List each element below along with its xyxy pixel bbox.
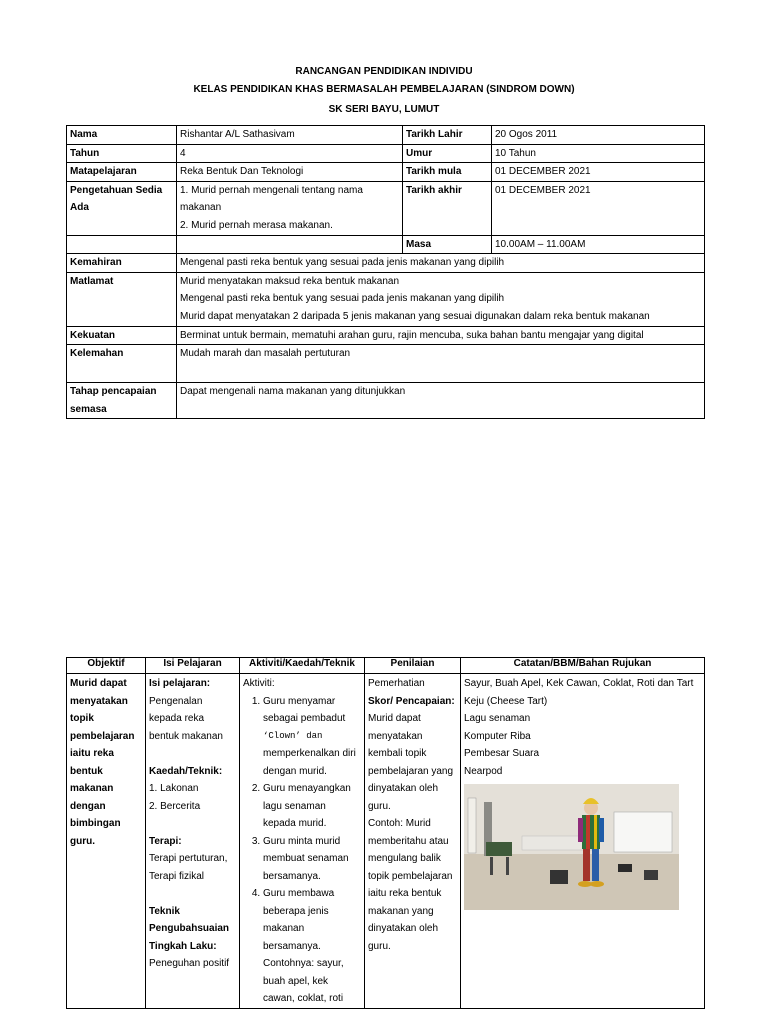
masa-label: Masa: [403, 235, 492, 254]
tarikh-mula-label: Tarikh mula: [403, 163, 492, 182]
tahun-label: Tahun: [67, 144, 177, 163]
tarikh-akhir-value: 01 DECEMBER 2021: [492, 181, 705, 235]
header-catatan: Catatan/BBM/Bahan Rujukan: [461, 658, 705, 674]
clown-text: ‘Clown’ dan: [263, 730, 323, 741]
kekuatan-value: Berminat untuk bermain, mematuhi arahan guru, rajin mencuba, suka bahan bantu mengajar yang digital: [177, 326, 705, 345]
catatan-item: Pembesar Suara: [464, 748, 540, 759]
tarikh-lahir-value: 20 Ogos 2011: [492, 126, 705, 145]
matlamat-label: Matlamat: [67, 272, 177, 326]
matlamat-item: Murid menyatakan maksud reka bentuk makanan: [180, 275, 400, 287]
tahun-value: 4: [177, 144, 403, 163]
penilaian-text: Pemerhatian: [368, 678, 425, 689]
skor-label: Skor/ Pencapaian:: [368, 695, 455, 707]
penilaian-text: Murid dapat menyatakan kembali topik pembelajaran yang dinyatakan oleh guru.: [368, 713, 454, 812]
clown-classroom-photo: [464, 784, 679, 910]
tahap-label: Tahap pencapaian semasa: [67, 383, 177, 419]
masa-value: 10.00AM – 11.00AM: [492, 235, 705, 254]
kelemahan-value: Mudah marah dan masalah pertuturan: [177, 345, 705, 383]
empty-cell: [177, 235, 403, 254]
student-info-table: [66, 125, 705, 419]
penilaian-text: Contoh: Murid memberitahu atau mengulang balik topik pembelajaran iaitu reka bentuk makanan yang dinyatakan oleh guru.: [368, 818, 453, 952]
umur-value: 10 Tahun: [492, 144, 705, 163]
header-isi-pelajaran: Isi Pelajaran: [146, 658, 240, 674]
kelemahan-label: Kelemahan: [67, 345, 177, 383]
terapi-text: Terapi pertuturan, Terapi fizikal: [149, 853, 228, 882]
aktiviti-item: 4. Guru membawa beberapa jenis makanan bersamanya. Contohnya: sayur, buah apel, kek cawan, coklat, roti: [263, 885, 361, 1008]
tahap-value: Dapat mengenali nama makanan yang ditunjukkan: [177, 383, 705, 419]
kaedah-item: 1. Lakonan: [149, 783, 199, 794]
header-penilaian: Penilaian: [365, 658, 461, 674]
aktiviti-item: 2. Guru menayangkan lagu senaman kepada murid.: [263, 780, 361, 833]
matlamat-value: [177, 272, 705, 326]
teknik-label: Teknik Pengubahsuaian Tingkah Laku:: [149, 905, 230, 952]
tarikh-lahir-label: Tarikh Lahir: [403, 126, 492, 145]
doc-subtitle: KELAS PENDIDIKAN KHAS BERMASALAH PEMBELAJARAN (SINDROM DOWN): [193, 84, 575, 95]
penilaian-cell: [365, 674, 461, 1009]
matapelajaran-label: Matapelajaran: [67, 163, 177, 182]
umur-label: Umur: [403, 144, 492, 163]
teknik-text: Peneguhan positif: [149, 958, 230, 969]
terapi-label: Terapi:: [149, 835, 182, 847]
pengetahuan-value: [177, 181, 403, 235]
kaedah-item: 2. Bercerita: [149, 800, 201, 812]
header-objektif: Objektif: [67, 658, 146, 674]
matlamat-item: Mengenal pasti reka bentuk yang sesuai pada jenis makanan yang dipilih: [180, 293, 505, 304]
header-aktiviti: Aktiviti/Kaedah/Teknik: [240, 658, 365, 674]
kemahiran-value: Mengenal pasti reka bentuk yang sesuai pada jenis makanan yang dipilih: [177, 254, 705, 273]
kemahiran-label: Kemahiran: [67, 254, 177, 273]
isi-pelajaran-cell: [146, 674, 240, 1009]
isi-label: Isi pelajaran:: [149, 678, 211, 689]
catatan-item: Lagu senaman: [464, 713, 531, 724]
objektif-cell: Murid dapat menyatakan topik pembelajaran iaitu reka bentuk makanan dengan bimbingan guru.: [67, 674, 146, 1009]
catatan-item: Nearpod: [464, 765, 503, 777]
aktiviti-item: 3. Guru minta murid membuat senaman bersamanya.: [263, 833, 361, 886]
aktiviti-label: Aktiviti:: [243, 678, 275, 689]
kaedah-label: Kaedah/Teknik:: [149, 765, 223, 777]
aktiviti-text: memperkenalkan diri dengan murid.: [263, 748, 356, 777]
aktiviti-item: [263, 693, 361, 781]
matapelajaran-value: Reka Bentuk Dan Teknologi: [177, 163, 403, 182]
aktiviti-text: Guru menyamar sebagai pembadut: [263, 695, 346, 724]
kekuatan-label: Kekuatan: [67, 326, 177, 345]
nama-label: Nama: [67, 126, 177, 145]
school-name: SK SERI BAYU, LUMUT: [328, 104, 440, 115]
matlamat-item: Murid dapat menyatakan 2 daripada 5 jenis makanan yang sesuai digunakan dalam reka bentuk makanan: [180, 310, 650, 322]
pengetahuan-item: 2. Murid pernah merasa makanan.: [180, 219, 333, 231]
pengetahuan-item: 1. Murid pernah mengenali tentang nama makanan: [180, 184, 363, 213]
lesson-plan-table: [66, 657, 705, 1009]
empty-cell: [67, 235, 177, 254]
catatan-item: Komputer Riba: [464, 730, 531, 742]
aktiviti-cell: [240, 674, 365, 1009]
catatan-item: Sayur, Buah Apel, Kek Cawan, Coklat, Roti dan Tart Keju (Cheese Tart): [464, 678, 694, 707]
tarikh-mula-value: 01 DECEMBER 2021: [492, 163, 705, 182]
tarikh-akhir-label: Tarikh akhir: [403, 181, 492, 235]
nama-value: Rishantar A/L Sathasivam: [177, 126, 403, 145]
catatan-cell: [461, 674, 705, 1009]
doc-title: RANCANGAN PENDIDIKAN INDIVIDU: [295, 66, 473, 77]
pengetahuan-label: Pengetahuan Sedia Ada: [67, 181, 177, 235]
aktiviti-list: [243, 693, 361, 1008]
isi-text: Pengenalan kepada reka bentuk makanan: [149, 695, 223, 742]
